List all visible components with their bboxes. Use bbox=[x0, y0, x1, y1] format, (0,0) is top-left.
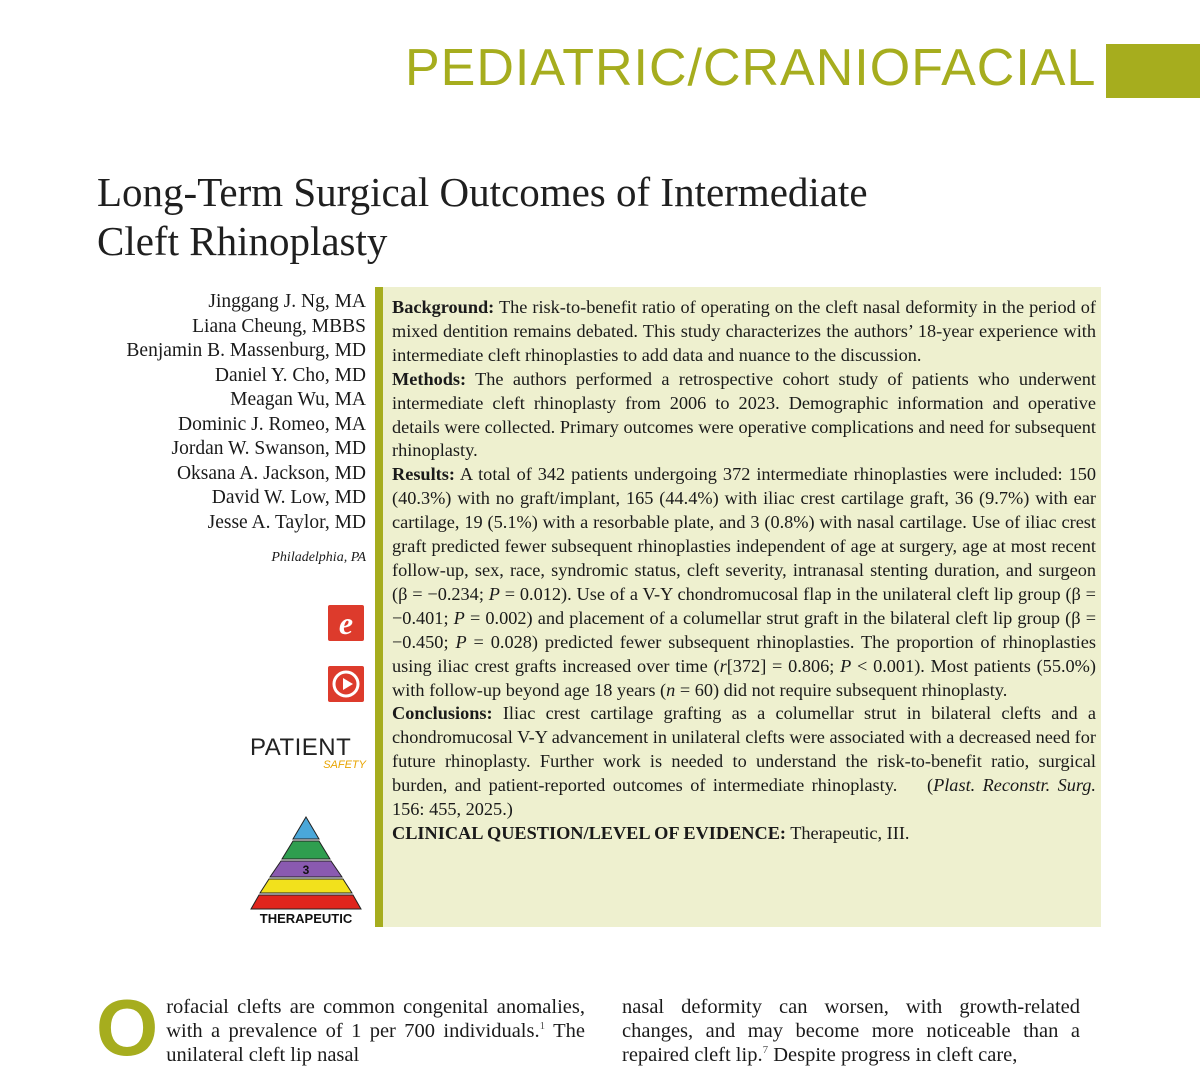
author: Jesse A. Taylor, MD bbox=[207, 511, 366, 533]
author: Benjamin B. Massenburg, MD bbox=[126, 340, 366, 361]
author: Jinggang J. Ng, MA bbox=[208, 291, 366, 312]
evidence-level-label: THERAPEUTIC bbox=[259, 911, 353, 926]
author: Oksana A. Jackson, MD bbox=[176, 462, 366, 484]
article-title bbox=[97, 168, 1097, 266]
author: Meagan Wu, MA bbox=[230, 389, 366, 410]
reference-link[interactable]: 7 bbox=[762, 1044, 769, 1057]
evidence-pyramid-icon bbox=[246, 815, 366, 927]
author-location: Philadelphia, PA bbox=[271, 550, 366, 565]
safety-word: SAFETY bbox=[323, 759, 366, 771]
abstract-results: Results: A total of 342 patients undergoing 372 intermediate rhinoplasties were included: 150 (40.3%) with no graft/implant, 165 (44.4%) with iliac crest cartilage graft, 36 (9.7%) with ear cartilage, 19 (5.1%) with a resorbable plate, and 3 (0.8%) with nasal cartilage. Use of iliac crest graft predicted fewer subsequent rhinoplasties independent of age at surgery, age at most recent follow-up, sex, race, syndromic status, cleft severity, intranasal stenting duration, and surgeon (β = −0.234; P = 0.012). Use of a V-Y chondromucosal flap in the unilateral cleft lip group (β = −0.401; P = 0.002) and placement of a columellar strut graft in the bilateral cleft lip group (β = −0.450; P = 0.028) predicted fewer subsequent rhinoplasties. The proportion of rhinoplasties using iliac crest grafts increased over time (r[372] = 0.806; P < 0.001). Most patients (55.0%) with follow-up beyond age 18 years (n = 60) did not require subsequent rhinoplasty. bbox=[392, 464, 1097, 700]
abstract-background: Background: The risk-to-benefit ratio of operating on the cleft nasal deformity in the period of mixed dentition remains debated. This study characterizes the authors’ 18-year experience with intermediate cleft rhinoplasties to add data and nuance to the discussion. bbox=[392, 297, 1096, 365]
body-column-2: nasal deformity can worsen, with growth-related changes, and may become more noticeable than a repaired cleft lip.$^7$ Despite progress in cleft care, bbox=[622, 996, 1080, 1066]
dropcap: O bbox=[96, 983, 159, 1072]
patient-word: PATIENT bbox=[250, 734, 352, 761]
patient-safety-logo bbox=[250, 735, 366, 771]
author: Daniel Y. Cho, MD bbox=[214, 364, 366, 386]
title-line-1: Long-Term Surgical Outcomes of Intermediate bbox=[97, 169, 868, 215]
section-tab bbox=[1106, 44, 1200, 98]
body-column-1: Orofacial clefts are common congenital anomalies, with a prevalence of 1 per 700 individuals.$^1$ The unilateral cleft lip nasal bbox=[96, 983, 585, 1072]
author: Liana Cheung, MBBS bbox=[192, 315, 366, 337]
author: Dominic J. Romeo, MA bbox=[178, 413, 366, 435]
abstract-methods: Methods: The authors performed a retrospective cohort study of patients who underwent intermediate cleft rhinoplasty from 2006 to 2023. Demographic information and operative details were collected. Primary outcomes were operative complications and need for subsequent rhinoplasty. bbox=[392, 368, 1096, 461]
abstract-level-of-evidence: CLINICAL QUESTION/LEVEL OF EVIDENCE: Therapeutic, III. bbox=[392, 822, 910, 843]
author-list bbox=[60, 290, 366, 535]
video-play-icon[interactable] bbox=[328, 666, 364, 702]
section-header: PEDIATRIC/CRANIOFACIAL bbox=[405, 39, 1097, 97]
author: Jordan W. Swanson, MD bbox=[171, 438, 366, 459]
author: David W. Low, MD bbox=[211, 487, 366, 508]
reference-link[interactable]: 1 bbox=[539, 1020, 546, 1033]
e-supplement-icon[interactable]: e bbox=[328, 605, 364, 641]
abstract-text bbox=[392, 296, 1096, 846]
title-line-2: Cleft Rhinoplasty bbox=[97, 218, 388, 264]
citation: (Plast. Reconstr. Surg. 156: 455, 2025.) bbox=[392, 775, 1097, 820]
abstract-conclusions: Conclusions: Iliac crest cartilage grafting as a columellar strut in bilateral clefts and a chondromucosal V-Y advancement in unilateral clefts were associated with a decreased need for future rhinoplasty. Further work is needed to understand the risk-to-benefit ratio, surgical burden, and patient-reported outcomes of intermediate rhinoplasty. (Plast. Reconstr. Surg. 156: 455, 2025.) bbox=[392, 703, 1097, 820]
evidence-level-number: 3 bbox=[302, 863, 310, 877]
